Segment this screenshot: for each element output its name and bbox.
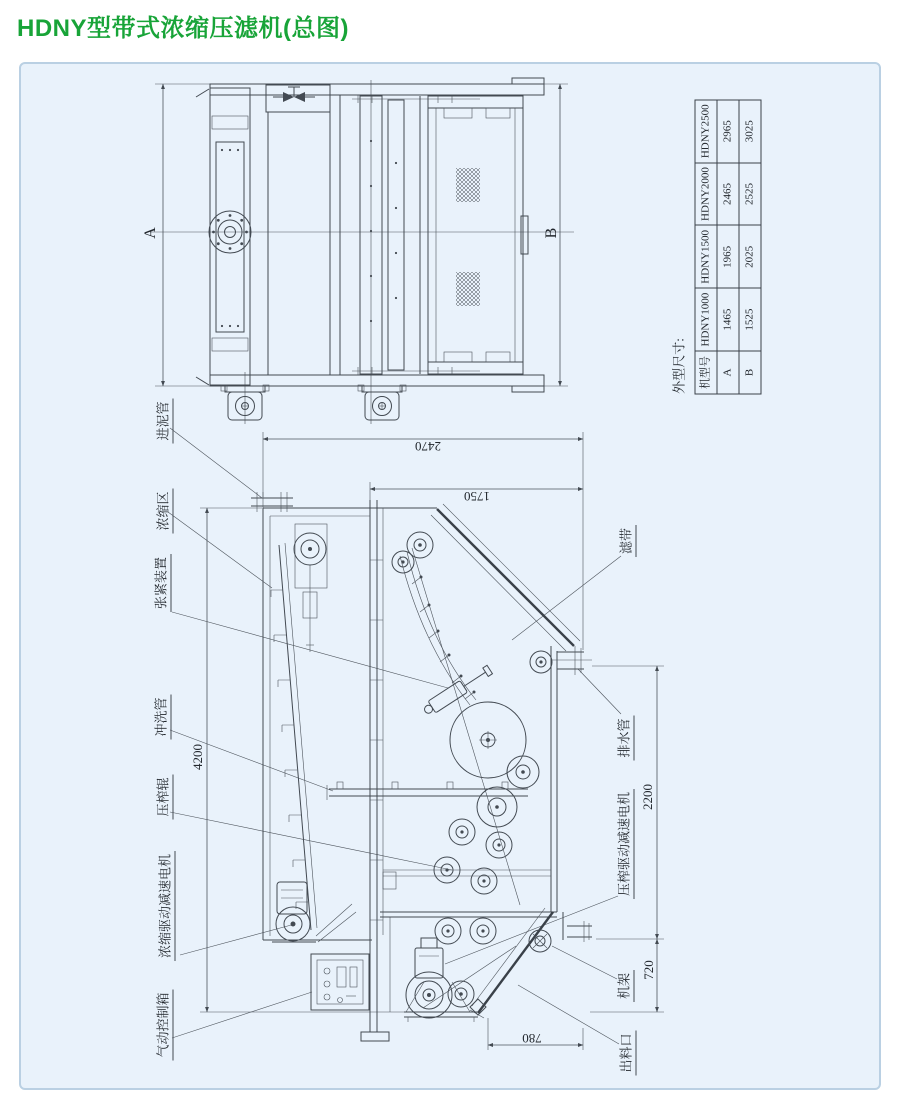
label-tensioning-device: 张紧装置 [151, 554, 172, 612]
table-cell: HDNY1000 [695, 288, 717, 351]
table-cell: B [739, 351, 761, 394]
label-pneumatic-control-box: 气动控制箱 [153, 989, 174, 1060]
table-cell: 2965 [717, 100, 739, 163]
table-row [695, 100, 717, 394]
label-discharge-outlet: 出料口 [616, 1030, 637, 1075]
dim-780: 780 [522, 1031, 542, 1046]
table-cell: A [717, 351, 739, 394]
dim-2470: 2470 [415, 439, 441, 454]
spec-table-wrap [695, 104, 763, 395]
label-wash-pipe: 冲洗管 [151, 694, 172, 739]
label-concentration-drive-motor: 浓缩驱动减速电机 [155, 851, 176, 961]
page-title: HDNY型带式浓缩压滤机(总图) [17, 15, 349, 42]
table-row [739, 100, 761, 394]
table-cell: 1965 [717, 225, 739, 288]
table-cell: 2525 [739, 163, 761, 226]
table-cell: 2025 [739, 225, 761, 288]
dim-720: 720 [641, 960, 656, 980]
label-inlet-pipe: 进泥管 [153, 398, 174, 443]
table-cell: HDNY2500 [695, 100, 717, 163]
label-press-drive-motor: 压榨驱动减速电机 [614, 789, 635, 899]
label-concentration-zone: 浓缩区 [153, 488, 174, 533]
spec-table-caption: 外型尺寸: [671, 338, 687, 394]
spec-table [695, 99, 762, 394]
dim-4200: 4200 [190, 744, 205, 770]
label-press-roller: 压榨辊 [153, 774, 174, 819]
table-cell: HDNY2000 [695, 163, 717, 226]
label-drain-pipe: 排水管 [614, 715, 635, 760]
dim-2200: 2200 [640, 784, 655, 810]
table-cell: 1465 [717, 288, 739, 351]
table-cell: 1525 [739, 288, 761, 351]
table-row [717, 100, 739, 394]
table-cell: 3025 [739, 100, 761, 163]
label-frame: 机架 [614, 970, 635, 1002]
label-filter-belt: 滤带 [616, 525, 637, 557]
dim-label-a: A [142, 227, 159, 239]
table-cell: 机型号 [695, 351, 717, 394]
dim-1750: 1750 [464, 489, 490, 504]
table-cell: 2465 [717, 163, 739, 226]
dim-label-b: B [543, 227, 560, 239]
table-cell: HDNY1500 [695, 225, 717, 288]
